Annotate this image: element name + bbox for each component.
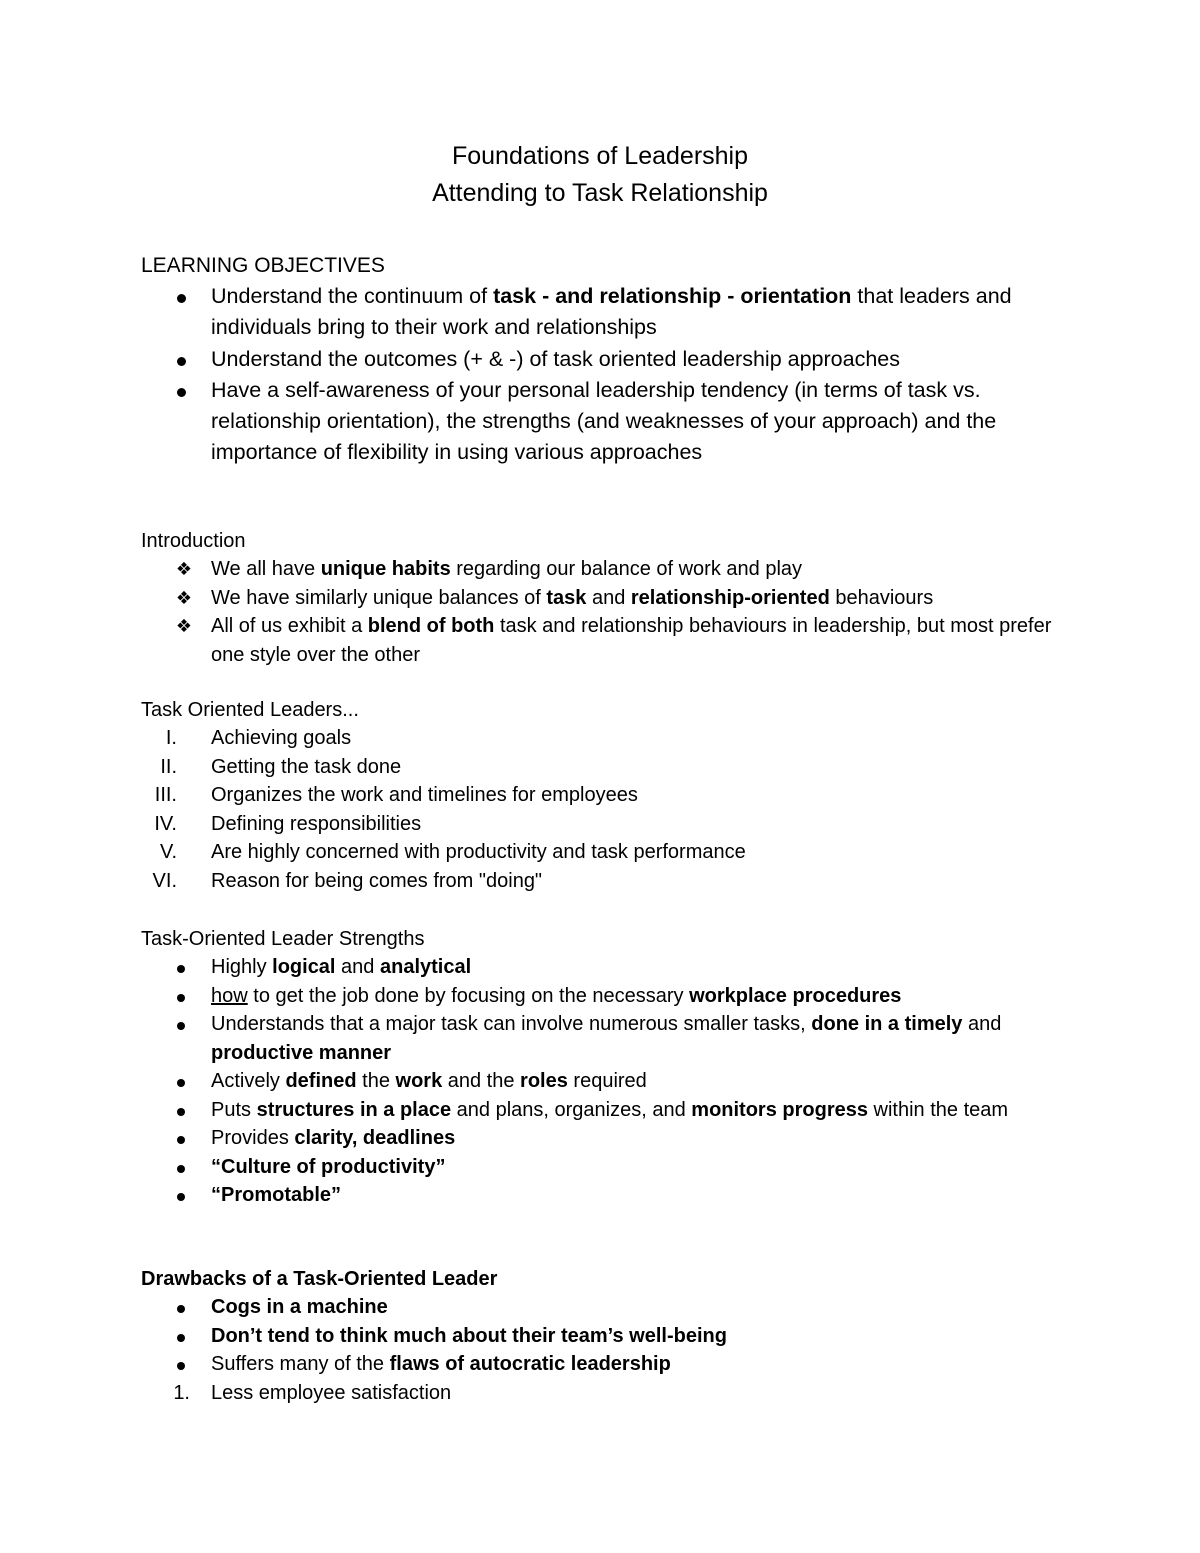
list-item: Cogs in a machine (141, 1293, 1081, 1322)
strengths-heading: Task-Oriented Leader Strengths (141, 928, 425, 950)
list-item: IV. Defining responsibilities (141, 810, 1081, 839)
roman-numeral: IV. (154, 812, 177, 835)
roman-numeral: I. (165, 727, 177, 749)
drawbacks-heading: Drawbacks of a Task-Oriented Leader (141, 1268, 498, 1290)
drawbacks-section (141, 1265, 1081, 1407)
bullet-icon (177, 1305, 185, 1313)
list-item: Understand the continuum of task - and relationship - orientation that leaders and individuals bring to their work and relationships (141, 281, 1081, 344)
list-item: Puts structures in a place and plans, organizes, and monitors progress within the team (141, 1096, 1081, 1125)
list-item: ❖ We have similarly unique balances of task and relationship-oriented behaviours (141, 584, 1081, 613)
bullet-icon (177, 1334, 185, 1342)
bullet-icon (177, 1136, 185, 1144)
learning-objectives-heading: LEARNING OBJECTIVES (141, 254, 385, 277)
bullet-icon (177, 994, 185, 1002)
introduction-heading: Introduction (141, 530, 246, 552)
list-item: Actively defined the work and the roles required (141, 1067, 1081, 1096)
list-item: how to get the job done by focusing on the necessary workplace procedures (141, 982, 1081, 1011)
task-oriented-leaders-list (141, 724, 1081, 895)
list-item: III. Organizes the work and timelines for employees (141, 781, 1081, 810)
roman-numeral: III. (154, 784, 177, 806)
drawbacks-numbered-list (141, 1379, 1081, 1408)
roman-numeral: V. (159, 841, 177, 863)
introduction-section (141, 527, 1081, 669)
introduction-list (141, 555, 1081, 669)
list-item: Understands that a major task can involve numerous smaller tasks, done in a timely and productive manner (141, 1010, 1081, 1067)
bullet-icon (177, 1165, 185, 1173)
roman-numeral: VI. (152, 869, 177, 892)
bullet-icon (177, 388, 186, 397)
list-item: Provides clarity, deadlines (141, 1124, 1081, 1153)
learning-objectives-list (141, 281, 1081, 469)
list-item: I. Achieving goals (141, 724, 1081, 753)
task-oriented-leaders-heading: Task Oriented Leaders... (141, 699, 359, 721)
learning-objectives-section (141, 250, 1081, 469)
bullet-icon (177, 1193, 185, 1201)
list-item: V. Are highly concerned with productivity and task performance (141, 838, 1081, 867)
list-item: Highly logical and analytical (141, 953, 1081, 982)
list-number: 1. (173, 1381, 190, 1404)
roman-numeral: II. (160, 755, 177, 778)
drawbacks-list (141, 1293, 1081, 1379)
list-item: “Promotable” (141, 1181, 1081, 1210)
bullet-icon (177, 1362, 185, 1370)
diamond-bullet-icon: ❖ (175, 587, 193, 608)
list-item: Don’t tend to think much about their team’s well-being (141, 1322, 1081, 1351)
strengths-list (141, 953, 1081, 1210)
list-item: II. Getting the task done (141, 753, 1081, 782)
bullet-icon (177, 1108, 185, 1116)
diamond-bullet-icon: ❖ (175, 559, 193, 579)
diamond-bullet-icon: ❖ (175, 616, 193, 636)
task-oriented-leaders-section (141, 696, 1081, 895)
list-item: ❖ We all have unique habits regarding our balance of work and play (141, 555, 1081, 584)
list-item: Understand the outcomes (+ & -) of task oriented leadership approaches (141, 344, 1081, 375)
bullet-icon (177, 1079, 185, 1087)
bullet-icon (177, 965, 185, 973)
bullet-icon (177, 357, 186, 366)
strengths-section (141, 925, 1081, 1210)
list-item: Suffers many of the flaws of autocratic leadership (141, 1350, 1081, 1379)
document-subtitle: Attending to Task Relationship (432, 179, 768, 207)
document-title: Foundations of Leadership (451, 142, 749, 170)
list-item: ❖ All of us exhibit a blend of both task and relationship behaviours in leadership, but most prefer one style over the other (141, 612, 1081, 669)
list-item: VI. Reason for being comes from "doing" (141, 867, 1081, 896)
bullet-icon (177, 1022, 185, 1030)
list-item: 1. Less employee satisfaction (141, 1379, 1081, 1408)
list-item: Have a self-awareness of your personal leadership tendency (in terms of task vs. relationship orientation), the strengths (and weaknesses of your approach) and the importance of flexibility in using various approaches (141, 375, 1081, 469)
bullet-icon (177, 294, 186, 303)
list-item: “Culture of productivity” (141, 1153, 1081, 1182)
